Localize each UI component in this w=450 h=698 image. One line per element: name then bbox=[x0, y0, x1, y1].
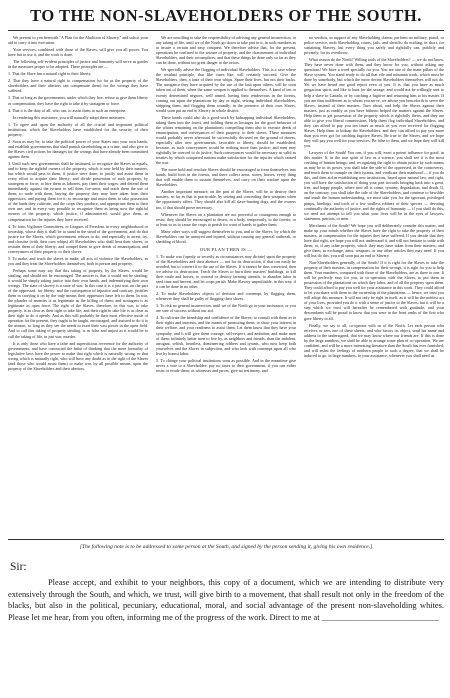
numbered-paragraph: 1. That the Slave has a natural right to their liberty. bbox=[8, 71, 92, 77]
document-title: TO THE NON-SLAVEHOLDERS OF THE SOUTH. bbox=[30, 6, 422, 25]
paragraph: In rendering this assistance, you will naturally adopt these measures. bbox=[13, 114, 126, 120]
paragraph: no verdicts, in support of any Slaveholding claims; perform no military, patrol, or police service; mob Slaveholding courts, jails, and sheriffs; do nothing, in short, for sustaining Slavery, but every thing you safely and rightfully can, publicly and privately, for its overthrow. bbox=[304, 35, 444, 56]
paragraph: We present to you herewith "A Plan for the Abolition of Slavery," and solicit your aid to carry it into execution. bbox=[8, 35, 148, 46]
numbered-paragraph: 4. That it is the duty of all, who can, to assist them in such an enterprise. bbox=[8, 107, 127, 113]
letter-body bbox=[8, 577, 444, 623]
paragraph: What reason do the North? Willing tools of the Slaveholders? — we do not know. They have never done with them, and they know for you, without asking any questions! We have a word specially for you. You are one of the main pillars of the Slave system. You stand ready to do all that vile and inhuman work, which must be done by somebody, but which the more decent Slaveholders themselves will not do. Yet we have heard one good report even of you. It is, that you have as much gregarious spirit, and like to hunt for the savage; and would not be willingly sent to help a slave to Canada, or by catching a fugitive and returning him to his master. If you are thus indifferent as to whom you serve, we advise you henceforth to serve the Slaves, instead of their masters. Turn about, and help the Slaves against their masters, just as readily as you have hitherto helped the masters against the Slaves. Help them to get possession of the property which is rightfully theirs, and they are able to give you liberal commissions. Help them flog individual Slaveholders, and they can afford to pay you ten times as much as you ever received for flogging Slaves. Help them to kidnap the Slaveholders, and they can afford to pay you more than you ever got for catching fugitive Slaves. Be true to the Slaves, and we hope they will pay you well for your services. Be false to them, and we hope they will kill you. bbox=[304, 57, 444, 148]
letter-salutation: Sir: bbox=[10, 561, 27, 573]
paragraph: Perhaps some may say that this taking of property, by the Slaves, would be stealing, and should not be encouraged. The answer is, that it would not be stealing; it would be simply taking justice into their own hands, and indemnifying their own wrongs. The state of slavery is a state of war. In this case it is a just war, on the part of the oppressed, for liberty; and the consequence of injustice and contrary, justifies them in carrying it on by the only means their oppressors have left to them. In war, the plunder of enemies is as legitimate as the killing of them; and stratagem is as legitimate as open force. The right of the Slaves, therefore, in this war, to take property, is as clear as their right to take life; and their right to take life is as clear as their right to do it openly. And as this will probably be their most effective mode of operation for the present, they ought to be taught, encouraged, and assisted to do it to the utmost, so long as they see the needs to exert their vast power in the open field. And to call this taking of property stealing, is as false and unjust as it would be to call the taking of life, in just war, murder. bbox=[8, 267, 148, 339]
numbered-paragraph: 3. Until such new governments shall be instituted, to recognize the Slaves as equals, and to keep the rightful owners of the property, which is now held by their masters, but which would pass to them, if justice were done; to justify and assist them in every effort to acquire their liberty; and divide possession of such property, by strategem or force; to hire them as laborers, pay them their wages; and defend them immediately against the tyrants to sell them fire-arms, and teach them the use of them; to trade with them, buying the property they may have taken from their oppressors, and paying them for it; to encourage and assist them to take possession of the lands they cultivate, and the crops they produce, and appropriate them to their own use; and in every way possible to recognize them as being now the rightful owners of the property, which justice, if administered, would give them, as compensation for the injuries they have received. bbox=[8, 160, 148, 222]
numbered-paragraph: 2. To make Slaveholders objects of derision and contempt, by flogging them, whenever they shall be guilty of flogging their slaves. bbox=[156, 291, 296, 302]
numbered-paragraph: 4. To cultivate the friendship and confidence of the Slaves; to consult with them as to their rights and interests, and the means of promoting them; to show your interest in their welfare, and your readiness to assist them. Let them know that they have your sympathy, and it will give them courage, self-respect, and ambition, and make men of them; infinitely better men to live by, as neighbors and friends, than the indolent, arrogant, selfish, heartless, domineering robbers and tyrants, who now keep both yourselves and the Slaves in subjection, and who look with contempt upon all who live by honest labor. bbox=[156, 315, 296, 356]
paragraph: We specially advise the flogging of individual Slaveholders. This is a case where the residual principle, that like cures like, will certainly succeed. Give the Slaveholders, then, a taste of their own whips. Spare their lives, but not their backs. The arrogance they have acquired by the use of the lash upon others, will be soon taken out of them, when the same weapon is applied to themselves. A band of ten or twenty determined negroes, well armed, having their rendezvous in the forests, coming out upon the plantations by day or night, seizing individual Slaveholders, stripping them, and flogging them soundly, in the presence of their own Slaves, would soon put an end to Slavery in whole district. bbox=[156, 67, 296, 113]
footnote-section bbox=[8, 539, 444, 551]
numbered-paragraph: 5. To change your political institutions soon as possible. And in the meantime give never a vote to a Slaveholder; pay no taxes to their government, if you can either resist or evade them; as witnesses and jurors, give no testimony, and bbox=[156, 357, 296, 373]
paragraph: Another important measure, on the part of the Slaves, will be to destroy their masters, so far as that is practicable, by seizing and concealing their weapons when the opportunity offers. They should also kill all slave-hunting dogs, and the owners too, if that should prove necessary. bbox=[156, 189, 296, 210]
paragraph: Whenever the Slaves on a plantation are not powerful or courageous enough to resist, they should be encouraged to desert, in a body, temporarily, to the forests; or at least so as to cause the crops to perish for want of hands to gather them. bbox=[156, 211, 296, 227]
paragraph: We are unwilling to take the responsibility of advising any general insurrection, or any taking of life, until we of the North go down to take part in it, in such numbers as to insure a certain and easy conquest. We therefore advise that, for the present, operations be confined to the seizure of property, and the chastisement of individual Slaveholders, and their accomplices; and that these things be done only so far as they can be done, without too great danger to the actors. bbox=[156, 35, 296, 66]
numbered-paragraph: 1. To agree and upon the authority of all the crucial and important political institutions, which the Slaveholders have established for the security of their property. bbox=[8, 121, 148, 137]
numbered-paragraph: 3. To risk no general insurrection, until we of the North go to your assistance, or you are sure of success without our aid. bbox=[156, 303, 296, 314]
letter-address-blank: ____________________________ bbox=[319, 612, 439, 622]
paragraph: Finally, we say to all, co-operate with us of the North. Let each person who receives or sees one of these sheets, and who favors its object, send his name and address to the undersigned, that we may know where our friends are. If this is done by the large numbers, we shall be able to arrange some plan of co-operation. We are confident, and will be a more interesting literature than the South has ever furnished; and will enlist the feelings of northern people to such a degree, that we shall be induced to go, in large numbers, to your assistance, whenever you shall need us. bbox=[304, 322, 444, 358]
cover-letter bbox=[8, 561, 444, 623]
numbered-paragraph: 2. That they have a natural right to compensation (so far as the property of the slaveholders and their abettors can compensate them) for the wrongs they have suffered. bbox=[8, 78, 148, 94]
title-rule bbox=[8, 30, 444, 31]
section-heading: OUR PLAN THEN IS — bbox=[199, 246, 253, 252]
column-right bbox=[304, 35, 444, 533]
numbered-paragraph: 5. To make, and teach the slaves to make, all acts of violence the Slaveholders, as you and they treat the Slaveholders themselves, both in person and property. bbox=[8, 255, 148, 266]
paragraph: These bands could also do a good work by kidnapping individual Slaveholders, taking them into the forest, and holding them as hostages for the good behavior of the whites remaining on the plantations; compelling them also to execute deeds of emancipation, and conveyances of their property, to their slaves. These measures would probably never afterward be successfully dis-used on the ground of duress, especially after new governments, favorable to liberty, should be established; because, as such conveyances would be nothing more than justice; and men may rightfully be coerced to do justice. Such conveyances would be necessary as valid as treaties by which conquered nations make satisfaction for the injuries which caused the war. bbox=[156, 114, 296, 166]
letter-body-text: Please accept, and exhibit to your neighbors, this copy of a document, which we are intending to distribute very extensively through the South, and which, we trust, will give birth to a movement, that shall result not only in the freedom of the blacks, but also in the political, pecuniary, educational, moral, and social advantage of the present non-slaveholding whites. Please let me hear, from you often, informing me of the progress of the work. Direct to me at bbox=[8, 578, 444, 622]
numbered-paragraph: 2. Soon as may be, to take the political power of your States into your own hands, and establish governments that shall punish slaveholding as a crime, and also give to the Slaves civil actions for damages for the wrongs that have already been committed against them. bbox=[8, 138, 148, 159]
paragraph: Your services, combined with those of the Slaves, will give you all power. You have but to use it, and the work is done. bbox=[8, 47, 148, 58]
numbered-paragraph: 1. To make war (openly or secretly as circumstances may dictate) upon the property of the Slaveholders and their abettors — not for its destruction, if that can easily be avoided, but to convert it to the use of the Slaves. If it cannot be thus converted, then we advise its destruction. Teach the Slaves to burn their masters' buildings, to kill their cattle and horses, to conceal or destroy farming utensils, to abandon labor in seed time and harvest, and let crops perish. Make Slavery unprofitable, in this way, if it can be done in no other. bbox=[156, 253, 296, 290]
paragraph: It is only those who have a false and superstitious reverence for the authority of governments, and have contracted the habit of thinking that the mere formality of legislative laws have the power to make that right which is naturally wrong, or that wrong which is naturally right, who will have any doubt as to the right of the Slaves (and those who would assist them) to make war, by all possible means, upon the property of the Slaveholders and their abettors. bbox=[8, 340, 148, 371]
paragraph: Non-Slaveholders generally of the South! If it is right for the Slaves to take the property of their masters, in compensation for their wrongs, it is right for you to help them. Your numbers, compared with those of the Slaveholders, are as three to one. It will be perfectly easy for you, in co-operation with the Slaves, to put them in possession of the plantations on which they labor, and of all the property upon them. They could afford to pay you well for your assistance in this work. They could afford to let you share with them in the ownership of the plantations — hence, we trust you will adopt this measure. It will not only be right in itself, as it will be the noblest act of your lives, provided you do it with a sense of justice to the Slaves; but it will be a step which we trust will hereafter be remembered with gratitude, and your descendants will be proud to know that you were in the front ranks of the first who gave liberty to all. bbox=[304, 260, 444, 321]
numbered-paragraph: 3. That so long as the governments, under which they live, refuse to give them liberty or compensation, they have the right to take it by stratagem or force. bbox=[8, 95, 148, 106]
paragraph: Merchants of the South! We hope you will deliberately consider this matter, and make up your minds whether the Slaves have the right to take the property of their masters, in compensation for the injuries they have suffered. If you decide that they have that right, we hope you will not understand it, and will not hesitate to trade with them; or, if any other property, which they may have taken from their masters; and give them, in exchange, arms, weapons, or any other articles they may need. If you will but do this, you will soon put an end to Slavery. bbox=[304, 222, 444, 258]
paragraph: Many other ways will suggest themselves to you, and to the Slaves, by which the Slaveholders can be annoyed and injured, without causing any general outbreak, or shedding of blood. bbox=[156, 228, 296, 244]
broadside-page bbox=[8, 6, 444, 694]
paragraph: Lawyers of the South! You can, if you will, exert a potent influence for good, in this matter. If, in the true spirit of law as a science, you shall see it is the most crushing of human beings; and, recognizing the right to obtain justice by such means as may be in its power, you shall take the side of the oppressed, in the controversy, and teach them to trample on their tyrants, and vindicate their manhood — if you do this, and then aid in establishing new institutions, based upon natural law, and right, you will have the satisfaction of doing your part towards bringing back into a great, free, and happy people, where now all is crime, tyranny, degradation, and death. If, on the contrary, you shall take the side of the Slaveholders, and continue to bewilder and insult the human understanding, we must take you for the ignorant, privileged pimps, hirelings, and tools of a few soulless robbers of their species — devoting continually the authority of justice, and the rights of humanity — if you shall do this, we need not attempt to tell you what your lives will be in the eyes of lawyers, statesmen, patriots, or men. bbox=[304, 150, 444, 221]
paragraph: The more bold and resolute Slaves should be encouraged to form themselves into bands, build forts in the forests, and there collect arms, stores, horses, every thing that will enable them to sustain themselves, and carry on their warfare upon the Slaveholders. bbox=[156, 167, 296, 188]
numbered-paragraph: 4. To form Vigilance Committees, or Leagues of Freedom, in every neighborhood or township, whose duty it shall be to stand in the stead of the government, and do that justice for the Slaves, which government refuses to do; and especially to arrest, try, and chastise (with their own whips) all Slaveholders who shall beat their slaves, or restrain them of their liberty; and compel them to give deeds of emancipation, and conveyances of their property, to their slaves. bbox=[8, 223, 148, 254]
column-left bbox=[8, 35, 148, 533]
text-columns bbox=[8, 35, 444, 533]
footnote-note: [The following note is to be addressed to some person at the South, and signed by the person sending it, giving his own residence.] bbox=[79, 544, 373, 550]
paragraph: The following self-evident principles of justice and humanity will serve as guides in the measures proper to be adopted. These principles are — bbox=[8, 59, 148, 70]
column-middle bbox=[156, 35, 296, 533]
